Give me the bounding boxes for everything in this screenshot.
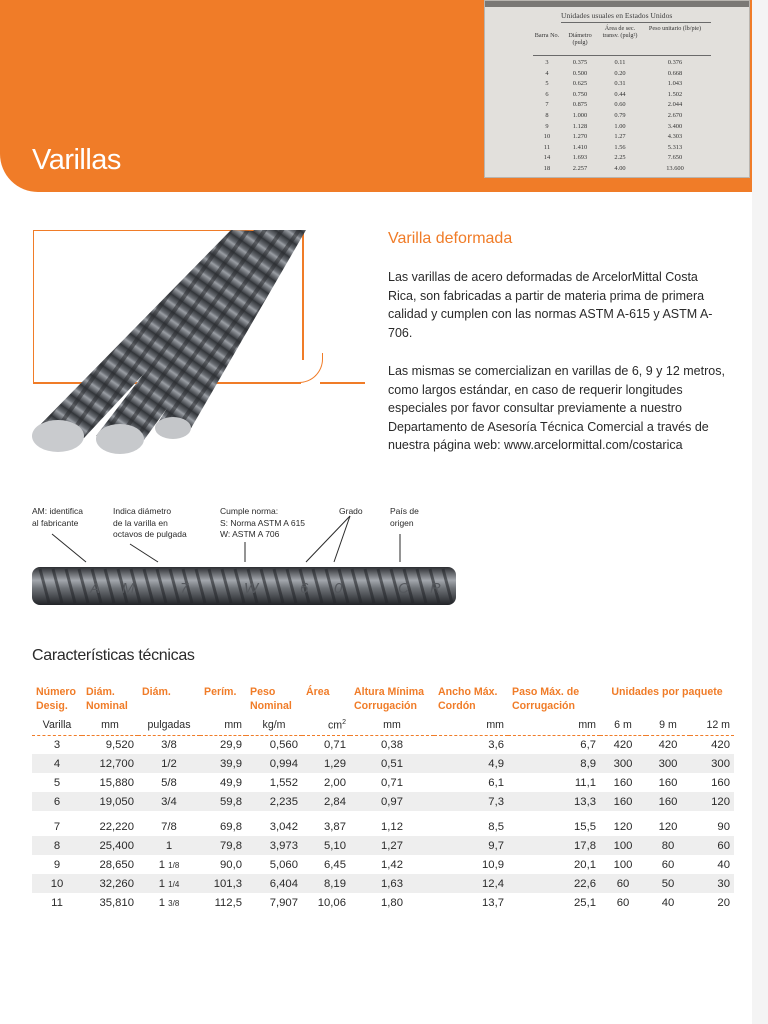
scan-cell: 3.400 (667, 122, 683, 130)
tech-cell: 10 (32, 874, 82, 893)
bar-letter: R (430, 580, 441, 597)
tech-cell: 0,71 (324, 738, 346, 751)
tech-cell: 8,19 (302, 874, 350, 893)
tech-cell: 4 (32, 754, 82, 773)
tech-cell: 22,6 (508, 874, 600, 893)
tech-cell: 1,29 (302, 754, 350, 773)
tech-header-cell: Área (306, 686, 330, 698)
tech-header-cell: Peso Nominal (250, 686, 292, 712)
scan-cell: 14 (543, 154, 551, 162)
bar-letter: C (398, 580, 409, 597)
tech-cell: 101,3 (200, 874, 246, 893)
tech-unit-cell: pulgadas (138, 716, 200, 735)
tech-cell: 13,3 (508, 792, 600, 811)
tech-cell: 11 (51, 896, 63, 909)
tech-cell: 6,45 (324, 858, 346, 871)
rebar-photo (26, 226, 316, 466)
scan-cell: 0.500 (572, 69, 588, 77)
scan-cell: 1.000 (572, 112, 588, 119)
scan-cell: 5.313 (667, 143, 683, 151)
tech-cell: 28,650 (99, 858, 134, 871)
tech-header-cell: Altura Mínima Corrugación (354, 686, 425, 712)
bar-letter: 0 (334, 580, 343, 597)
tech-unit-cell: 12 m (690, 716, 734, 735)
tech-cell: 7,3 (434, 792, 508, 811)
scan-cell: 4.00 (614, 165, 626, 172)
tech-row (32, 893, 734, 912)
scan-cell: 1.128 (572, 122, 588, 130)
scan-cell: 0.79 (614, 112, 626, 119)
tech-cell: 1,63 (350, 874, 434, 893)
tech-cell: 69,8 (220, 820, 242, 833)
scan-cell: 2.25 (614, 154, 626, 162)
scan-cell: 1.27 (614, 133, 626, 141)
tech-cell: 1,80 (381, 896, 403, 909)
scan-cell: 10 (543, 133, 551, 141)
tech-cell: 2,00 (324, 776, 346, 789)
scan-cell: 2.257 (572, 165, 588, 172)
scanned-reference-table (484, 0, 750, 178)
tech-cell: 160 (711, 776, 730, 789)
label-origin: País de origen (390, 506, 419, 528)
tech-cell: 6,1 (488, 776, 504, 789)
scan-rule (533, 55, 711, 56)
tech-cell: 112,5 (214, 896, 242, 909)
tech-cell: 8 (32, 836, 82, 855)
scan-cell: 0.750 (572, 90, 588, 98)
tech-header-cell: Perím. (204, 686, 237, 698)
tech-unit-cell: kg/m (246, 716, 302, 735)
tech-cell: 420 (658, 738, 678, 751)
tech-cell: 59,8 (200, 792, 246, 811)
tech-cell: 6,404 (246, 874, 302, 893)
scan-top-strip (485, 1, 750, 7)
tech-cell: 5,060 (269, 858, 298, 871)
tech-cell: 300 (690, 754, 734, 773)
tech-cell: 3,973 (246, 836, 302, 855)
tech-cell: 0,71 (381, 776, 403, 789)
tech-row (32, 817, 734, 836)
tech-cell: 3 (53, 738, 61, 751)
scan-cell: 4.303 (667, 133, 683, 141)
scan-heading: Unidades usuales en Estados Unidos (561, 11, 673, 20)
scan-cell: 13.600 (666, 165, 684, 172)
tech-cell: 15,880 (99, 776, 134, 789)
tech-cell: 2,235 (246, 792, 302, 811)
tech-header-cell: Paso Máx. de Corrugación (512, 686, 580, 712)
tech-cell: 40 (661, 896, 675, 909)
scan-cell: 1.502 (667, 90, 683, 98)
tech-cell: 7 (53, 820, 61, 833)
scan-cell: 9 (545, 122, 549, 130)
scan-col-header: Diámetro (pulg) (568, 32, 592, 47)
tech-cell: 19,050 (82, 792, 138, 811)
tech-cell: 8,9 (508, 754, 600, 773)
tech-cell: 60 (616, 896, 630, 909)
tech-cell: 1,552 (269, 776, 298, 789)
scan-cell: 0.375 (572, 59, 588, 66)
label-diameter: Indica diámetro de la varilla en octavos de pulgada (113, 506, 187, 539)
tech-cell: 1 1/4 (138, 874, 200, 893)
tech-cell: 60 (690, 836, 734, 855)
tech-cell: 79,8 (200, 836, 246, 855)
tech-cell: 120 (690, 792, 734, 811)
scan-cell: 2.670 (667, 112, 683, 119)
tech-cell: 20 (717, 896, 730, 909)
tech-cell: 60 (600, 874, 646, 893)
tech-row (32, 735, 734, 754)
scan-cell: 18 (543, 165, 551, 172)
tech-cell: 0,994 (246, 754, 302, 773)
tech-row (32, 773, 734, 792)
scan-cell: 7 (545, 101, 549, 109)
tech-cell: 3/8 (161, 738, 177, 751)
page-edge (752, 0, 768, 1024)
scan-col-header: Área de sec. transv. (pulg²) (602, 25, 638, 40)
tech-cell: 1 1/8 (158, 858, 180, 871)
tech-cell: 50 (646, 874, 690, 893)
tech-cell: 0,38 (381, 738, 403, 751)
scan-cell: 7.650 (667, 154, 683, 162)
scan-cell: 1.410 (572, 143, 588, 151)
tech-cell: 3,042 (269, 820, 298, 833)
tech-cell: 10,9 (482, 858, 504, 871)
tech-cell: 90,0 (220, 858, 242, 871)
scan-cell: 0.376 (667, 59, 683, 66)
label-manufacturer: AM: identifica al fabricante (32, 506, 84, 528)
scan-col-header: Barra No. (534, 32, 560, 39)
tech-cell: 3,87 (324, 820, 346, 833)
tech-unit-cell: mm (200, 716, 246, 735)
tech-cell: 1,27 (350, 836, 434, 855)
tech-cell: 12,4 (434, 874, 508, 893)
tech-unit-cell: 6 m (600, 716, 646, 735)
scan-cell: 1.56 (614, 143, 626, 151)
tech-cell: 10,06 (317, 896, 346, 909)
pointer-lines (52, 516, 400, 562)
tech-cell: 0,97 (350, 792, 434, 811)
tech-cell: 2,84 (302, 792, 350, 811)
tech-row (32, 792, 734, 811)
tech-cell: 3,6 (488, 738, 504, 751)
label-grade: Grado (339, 506, 363, 516)
scan-cell: 8 (545, 112, 549, 119)
tech-cell: 4,9 (434, 754, 508, 773)
tech-cell: 100 (613, 858, 633, 871)
tech-cell: 1/2 (138, 754, 200, 773)
tech-cell: 7,907 (269, 896, 298, 909)
scan-cell: 5 (545, 80, 549, 88)
scan-cell: 0.11 (614, 59, 626, 66)
tech-cell: 0,560 (269, 738, 298, 751)
tech-header-cell: Número Desig. (36, 686, 77, 712)
intro-paragraph-2-text: Las mismas se comercializan en varillas de 6, 9 y 12 metros, como largos estándar, en caso de requerir longitudes especiales por favor consultar previamente a nuestro Departamento de Asesoría Técnica Comercial a través de nuestra página web: www.arcelormittal.com/costarica (388, 364, 725, 453)
tech-cell: 22,220 (99, 820, 134, 833)
scan-cell: 3 (545, 59, 549, 66)
scan-cell: 0.44 (614, 90, 626, 98)
tech-title: Características técnicas (32, 647, 195, 664)
tech-cell: 29,9 (220, 738, 242, 751)
tech-cell: 160 (646, 792, 690, 811)
tech-unit-cell: mm (82, 716, 138, 735)
tech-cell: 160 (613, 776, 633, 789)
bar-marking-diagram (0, 500, 480, 620)
tech-cell: 0,51 (350, 754, 434, 773)
bar-letter: 7 (180, 580, 189, 597)
tech-cell: 9,7 (434, 836, 508, 855)
scan-cell: 1.693 (572, 154, 588, 162)
tech-cell: 1 (138, 836, 200, 855)
tech-cell: 420 (711, 738, 730, 751)
tech-cell: 420 (613, 738, 633, 751)
scan-cell: 2.044 (667, 101, 683, 109)
tech-cell: 1,42 (381, 858, 403, 871)
tech-cell: 1 3/8 (158, 896, 180, 909)
bar-letter: W (244, 580, 259, 597)
tech-cell: 35,810 (99, 896, 134, 909)
intro-paragraph-2 (388, 362, 728, 455)
tech-cell: 120 (613, 820, 633, 833)
tech-cell: 17,8 (508, 836, 600, 855)
tech-header-row (32, 685, 734, 716)
bar-letter: A (90, 580, 101, 597)
tech-cell: 9,520 (105, 738, 134, 751)
scan-col-header: Peso unitario (lb/pie) (648, 25, 702, 32)
tech-row (32, 836, 734, 855)
scan-cell: 1.270 (572, 133, 588, 141)
tech-unit-cell: mm (350, 716, 434, 735)
photo-frame-edge (320, 382, 365, 384)
tech-cell: 5 (53, 776, 61, 789)
tech-row (32, 855, 734, 874)
tech-cell: 15,5 (574, 820, 596, 833)
tech-row (32, 754, 734, 773)
tech-unit-cell: mm (434, 716, 508, 735)
tech-cell: 12,700 (82, 754, 138, 773)
tech-cell: 6,7 (580, 738, 596, 751)
tech-cell: 100 (600, 836, 646, 855)
tech-cell: 5/8 (161, 776, 177, 789)
tech-cell: 6 (32, 792, 82, 811)
section-title-deformed-bar: Varilla deformada (388, 230, 513, 247)
tech-cell: 25,1 (574, 896, 596, 909)
scan-cell: 1.00 (614, 122, 626, 130)
scan-cell: 0.668 (667, 69, 683, 77)
scan-cell: 0.60 (614, 101, 626, 109)
tech-header-cell: Ancho Máx. Cordón (438, 686, 498, 712)
tech-cell: 30 (690, 874, 734, 893)
scan-rule (561, 22, 711, 23)
bar-letter: M (122, 580, 135, 597)
bar-letter: 6 (300, 580, 309, 597)
tech-header-cell: Unidades por paquete (611, 686, 723, 698)
scan-cell: 6 (545, 90, 549, 98)
tech-cell: 120 (658, 820, 678, 833)
tech-cell: 60 (661, 858, 675, 871)
tech-cell: 49,9 (220, 776, 242, 789)
tech-cell: 32,260 (82, 874, 138, 893)
tech-cell: 20,1 (574, 858, 596, 871)
tech-cell: 39,9 (200, 754, 246, 773)
scan-cell: 0.31 (614, 80, 626, 88)
tech-cell: 25,400 (82, 836, 138, 855)
tech-units-row (32, 716, 734, 735)
tech-cell: 160 (658, 776, 678, 789)
tech-unit-cell: $cm^2$ (302, 716, 350, 735)
tech-cell: 300 (646, 754, 690, 773)
tech-table (32, 685, 734, 912)
tech-cell: 300 (600, 754, 646, 773)
intro-paragraph-1: Las varillas de acero deformadas de ArcelorMittal Costa Rica, son fabricadas a partir de materia prima de primera calidad y cumplen con las normas ASTM A-615 y ASTM A-706. (388, 270, 713, 340)
scan-cell: 1.043 (667, 80, 683, 88)
tech-cell: 8,5 (488, 820, 504, 833)
scan-cell: 4 (545, 69, 549, 77)
tech-row (32, 874, 734, 893)
tech-cell: 7/8 (161, 820, 177, 833)
scan-cell: 0.20 (614, 69, 626, 77)
tech-cell: 160 (600, 792, 646, 811)
scan-cell: 0.875 (572, 101, 588, 109)
tech-unit-cell: 9 m (646, 716, 690, 735)
tech-cell: 1,12 (381, 820, 403, 833)
scan-cell: 0.625 (572, 80, 588, 88)
tech-cell: 11,1 (574, 776, 596, 789)
tech-cell: 9 (53, 858, 61, 871)
tech-cell: 13,7 (482, 896, 504, 909)
tech-unit-cell: mm (508, 716, 600, 735)
tech-cell: 80 (646, 836, 690, 855)
label-standard: Cumple norma: S: Norma ASTM A 615 W: ASTM A 706 (220, 506, 306, 539)
tech-cell: 5,10 (302, 836, 350, 855)
tech-header-cell: Diám. Nominal (86, 686, 128, 712)
scan-cell: 11 (543, 143, 551, 151)
tech-cell: 40 (717, 858, 730, 871)
tech-header-cell: Diám. (142, 686, 171, 698)
page-title: Varillas (32, 144, 121, 176)
tech-unit-cell: Varilla (32, 716, 82, 735)
tech-cell: 90 (717, 820, 730, 833)
tech-cell: 3/4 (138, 792, 200, 811)
